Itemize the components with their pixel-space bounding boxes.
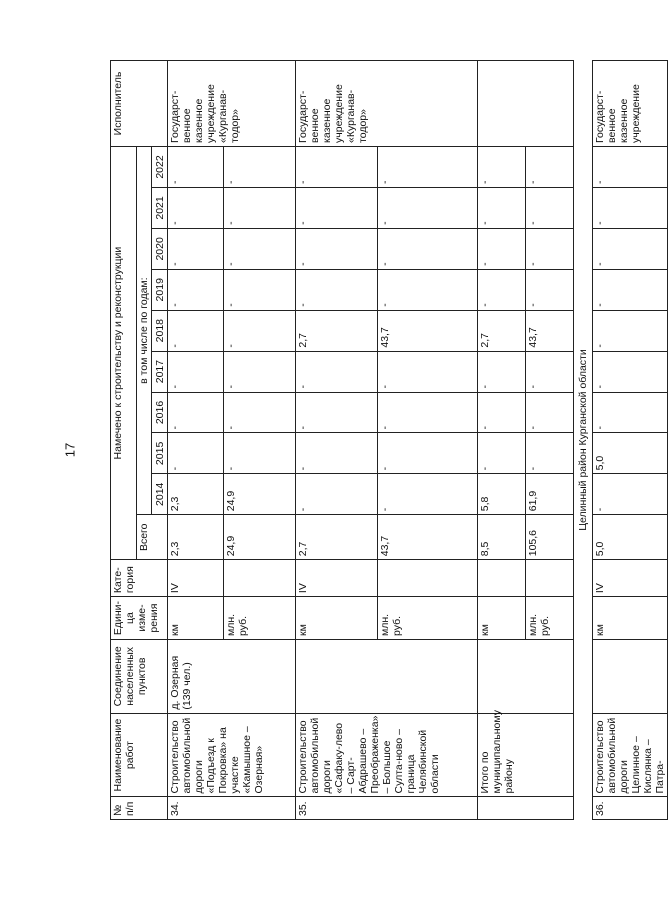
header-year: 2022 [152,146,168,187]
year-value: - [224,310,296,351]
year-value: - [378,188,478,229]
year-value: 43,7 [378,310,478,351]
year-value: 24,9 [224,474,296,515]
year-value: 5,8 [478,474,526,515]
year-value: - [378,433,478,474]
category: IV [296,560,378,597]
year-value: - [296,474,378,515]
header-num: № п/п [111,797,168,820]
row-number [478,797,574,820]
year-value: - [593,310,668,351]
year-value: - [593,228,668,269]
year-value: 43,7 [526,310,574,351]
year-value: - [296,392,378,433]
road-construction-table [110,60,668,820]
year-value: - [593,269,668,310]
year-value: - [526,188,574,229]
year-value: - [224,146,296,187]
settlement-connection [478,640,574,714]
total-value: 105,6 [526,515,574,560]
settlement-connection: д. Озерная (139 чел.) [168,640,296,714]
total-value: 2,7 [296,515,378,560]
year-value: - [526,351,574,392]
work-name: Строительство автомобильной дороги «Сафаку-лево – Сарт-Абдрашево – Преображенка» – Большое Султа-ново – граница Челябинской области [296,713,478,797]
page-number: 17 [62,442,78,458]
header-total: Всего [137,515,168,560]
year-value: - [478,392,526,433]
year-value: - [526,269,574,310]
year-value: - [296,433,378,474]
year-value: - [478,146,526,187]
total-value: 8,5 [478,515,526,560]
header-year: 2021 [152,188,168,229]
row-number: 36. [593,797,668,820]
row-number: 34. [168,797,296,820]
unit: км [593,597,668,640]
executor: Государст-венное казенное учреждение «Курганав-тодор» [168,61,296,147]
executor [478,61,574,147]
settlement-connection [296,640,478,714]
unit: км [168,597,224,640]
header-executor: Исполнитель [111,61,168,147]
category [478,560,526,597]
header-name: Наименование работ [111,713,168,797]
year-value: - [224,351,296,392]
year-value: - [168,310,224,351]
year-value: - [526,146,574,187]
year-value: - [378,269,478,310]
year-value: - [296,351,378,392]
year-value: 2,7 [296,310,378,351]
category: IV [593,560,668,597]
table-row [478,61,526,820]
total-value: 43,7 [378,515,478,560]
year-value: - [168,392,224,433]
total-value: 5,0 [593,515,668,560]
table-row [168,61,224,820]
year-value: - [224,269,296,310]
table-row [593,61,668,820]
header-year: 2014 [152,474,168,515]
work-name: Итого по муниципальному району [478,713,574,797]
year-value: - [224,188,296,229]
year-value: - [168,188,224,229]
total-value: 24,9 [224,515,296,560]
header-year: 2016 [152,392,168,433]
year-value: - [224,392,296,433]
year-value: - [168,146,224,187]
row-number: 35. [296,797,478,820]
year-value: - [478,433,526,474]
year-value: - [593,146,668,187]
year-value: 61,9 [526,474,574,515]
header-year: 2018 [152,310,168,351]
unit: км [296,597,378,640]
year-value: - [593,392,668,433]
header-connection: Соединение населенных пунктов [111,640,168,714]
table-row [296,61,378,820]
year-value: - [168,269,224,310]
year-value: - [168,351,224,392]
work-name: Строительство автомобильной дороги Целинное – Кислянка – Патра- [593,713,668,797]
year-value: - [593,351,668,392]
unit: млн. руб. [224,597,296,640]
year-value: - [478,188,526,229]
year-value: 5,0 [593,433,668,474]
executor: Государст-венное казенное учреждение «Курганав-тодор» [296,61,478,147]
year-value: - [296,228,378,269]
year-value: - [378,228,478,269]
header-year: 2015 [152,433,168,474]
year-value: - [224,228,296,269]
unit: км [478,597,526,640]
header-planned: Намечено к строительству и реконструкции [111,146,137,559]
category: IV [168,560,224,597]
header-year: 2017 [152,351,168,392]
settlement-connection [593,640,668,714]
year-value: - [478,228,526,269]
year-value: - [224,433,296,474]
section-title: Целинный район Курганской области [574,61,593,820]
year-value: - [296,188,378,229]
header-year: 2020 [152,228,168,269]
rotated-table-container [110,60,666,820]
year-value: - [296,146,378,187]
unit: млн. руб. [526,597,574,640]
header-category: Кате-гория [111,560,168,597]
header-year: 2019 [152,269,168,310]
category [526,560,574,597]
year-value: - [593,474,668,515]
work-name: Строительство автомобильной дороги «Подъезд к Покровка» на участке «Камышное – Озерная» [168,713,296,797]
year-value: - [296,269,378,310]
year-value: - [478,269,526,310]
year-value: - [378,392,478,433]
year-value: - [378,146,478,187]
year-value: - [526,392,574,433]
header-by-years: в том числе по годам: [137,146,152,514]
year-value: - [378,474,478,515]
category [224,560,296,597]
year-value: - [526,228,574,269]
year-value: - [168,228,224,269]
year-value: - [478,351,526,392]
year-value: 2,3 [168,474,224,515]
year-value: - [378,351,478,392]
executor: Государст-венное казенное учреждение [593,61,668,147]
header-unit: Едини-ца изме-рения [111,597,168,640]
year-value: 2,7 [478,310,526,351]
unit: млн. руб. [378,597,478,640]
category [378,560,478,597]
total-value: 2,3 [168,515,224,560]
year-value: - [168,433,224,474]
section-row [574,61,593,820]
year-value: - [593,188,668,229]
year-value: - [526,433,574,474]
